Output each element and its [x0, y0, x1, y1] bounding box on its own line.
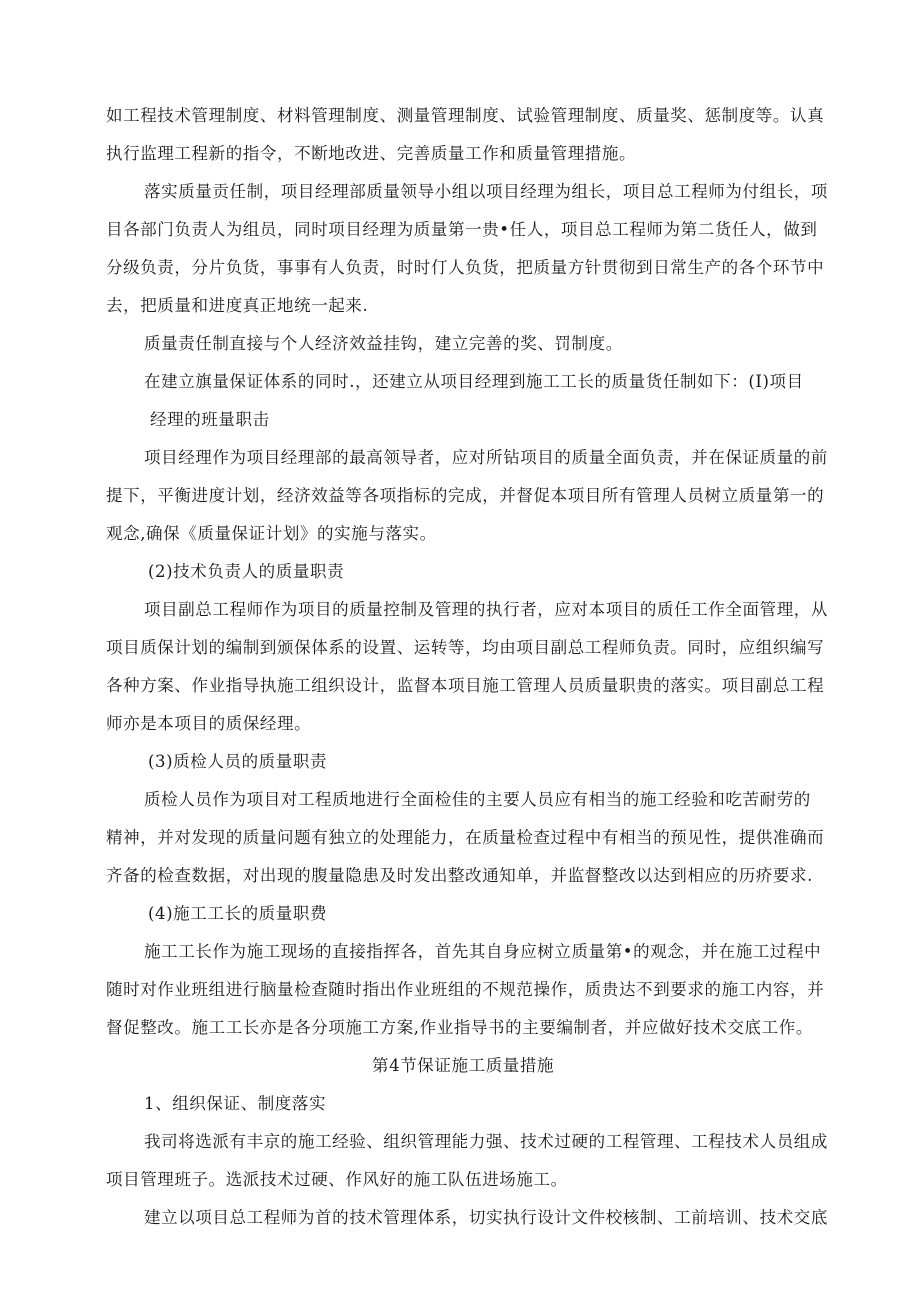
paragraph-line: 施工工长作为施工现场的直接指挥各，首先其自身应树立质量第•的观念，并在施工过程中 — [144, 942, 822, 961]
paragraph-line: 各种方案、作业指导执施工组织设计，监督本项目施工管理人员质量职贵的落实。项目副总工程 — [106, 676, 825, 695]
paragraph-line: 观念,确保《质量保证计划》的实施与落实。 — [106, 524, 437, 543]
paragraph-line: 我司将选派有丰京的施工经验、组织管理能力强、技术过硬的工程管理、工程技术人员组成 — [144, 1132, 828, 1151]
section-label: (4)施工工长的质量职费 — [148, 904, 328, 923]
paragraph-line: 执行监理工程新的指令，不断地改进、完善质量工作和质量管理措施。 — [106, 144, 637, 163]
paragraph-line: 分级负责，分片负货，事事有人负责，时时仃人负货，把质量方针贯彻到日常生产的各个环节中 — [106, 258, 825, 277]
paragraph-line: 质量责任制直接与个人经济效益挂钩，建立完善的奖、罚制度。 — [144, 334, 623, 353]
paragraph-line: 去，把质量和进度真正地统一起来. — [106, 296, 369, 315]
paragraph-line: 建立以项目总工程师为首的技术管理体系，切实执行设计文件校核制、工前培训、技术交底 — [144, 1208, 828, 1227]
section-label: (3)质检人员的质量职责 — [148, 752, 328, 771]
paragraph-line: 在建立旗量保证体系的同时.，还建立从项目经理到施工工长的质量货任制如下：(I)项目 — [144, 372, 804, 391]
paragraph-line: 项目经理作为项目经理部的最高领导者，应对所钻项目的质量全面负责，并在保证质量的前 — [144, 448, 828, 467]
paragraph-line: 如工程技术管理制度、材料管理制度、测量管理制度、试验管理制度、质量奖、惩制度等。认真 — [106, 106, 825, 125]
section-label: 经理的班量职击 — [150, 410, 270, 429]
paragraph-line: 项目副总工程师作为项目的质量控制及管理的执行者，应对本项目的质任工作全面管理，从 — [144, 600, 828, 619]
paragraph-line: 师亦是本项目的质保经理。 — [106, 714, 312, 733]
paragraph-line: 提下，平衡进度计划，经济效益等各项指标的完成，并督促本项目所有管理人员树立质量第一的 — [106, 486, 825, 505]
section-heading: 第4节保证施工质量措施 — [372, 1056, 555, 1075]
paragraph-line: 落实质量贡任制，项目经理部质量领导小组以项目经理为组长，项目总工程师为付组长，项 — [144, 182, 828, 201]
paragraph-line: 项目管理班子。选派技术过硬、作风好的施工队伍进场施工。 — [106, 1170, 568, 1189]
section-label: (2)技术负责人的质量职责 — [148, 562, 345, 581]
paragraph-line: 督促整改。施工工长亦是各分项施工方案,作业指导书的主要编制者，并应做好技术交底工作。 — [106, 1018, 813, 1037]
paragraph-line: 项目质保计划的编制到颁保体系的设置、运转等，均由项目副总工程师负责。同时，应组织编写 — [106, 638, 825, 657]
paragraph-line: 精神，并对发现的质量问题有独立的处理能力，在质量检查过程中有相当的预见性，提供准确而 — [106, 828, 825, 847]
paragraph-line: 随时对作业班组进行脑量检查随时指出作业班组的不规范操作，质贵达不到要求的施工内容，并 — [106, 980, 825, 999]
subsection-heading: 1、组织保证、制度落实 — [144, 1094, 327, 1113]
paragraph-line: 目各部门负责人为组员，同时项目经理为质量第一贵•任人，项目总工程师为第二货任人，做到 — [106, 220, 818, 239]
paragraph-line: 齐备的检查数据，对出现的腹量隐患及时发出整改通知单，并监督整改以达到相应的历疥要求. — [106, 866, 813, 885]
paragraph-line: 质检人员作为项目对工程质地进行全面检佳的主要人员应有相当的施工经验和吃苦耐劳的 — [144, 790, 811, 809]
